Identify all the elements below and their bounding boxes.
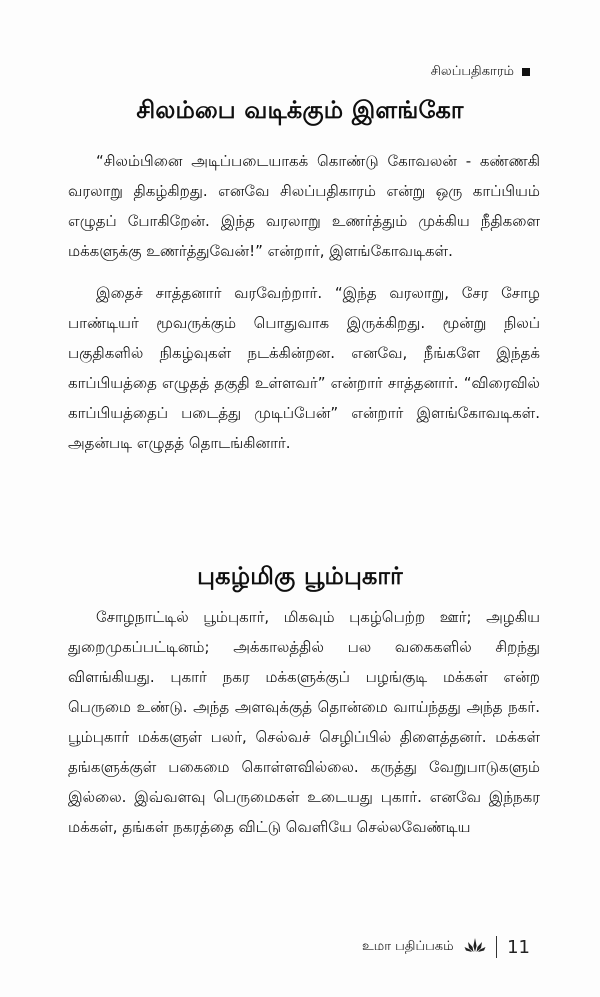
- running-header: [431, 64, 530, 80]
- paragraph-1: “சிலம்பினை அடிப்படையாகக் கொண்டு கோவலன் - கண்ணகி வரலாறு திகழ்கிறது. எனவே சிலப்பதிகாரம் என்று ஒரு காப்பியம் எழுதப் போகிறேன். இந்த வரலாறு உணர்த்தும் முக்கிய நீதிகளை மக்களுக்கு உணர்த்துவேன்!” என்றார், இளங்கோவடிகள்.: [68, 152, 540, 260]
- footer-separator: [496, 936, 498, 958]
- page-number: 11: [507, 936, 530, 958]
- section-heading-1: சிலம்பை வடிக்கும் இளங்கோ: [136, 96, 464, 124]
- running-header-title: சிலப்பதிகாரம்: [430, 64, 514, 79]
- publisher-name: உமா பதிப்பகம்: [361, 939, 454, 954]
- paragraph-2: இதைச் சாத்தனார் வரவேற்றார். “இந்த வரலாறு, சேர சோழ பாண்டியர் மூவருக்கும் பொதுவாக இருக்கிறது. மூன்று நிலப் பகுதிகளில் நிகழ்வுகள் நடக்கின்றன. எனவே, நீங்களே இந்தக் காப்பியத்தை எழுதத் தகுதி உள்ளவர்” என்றார் சாத்தனார். “விரைவில் காப்பியத்தைப் படைத்து முடிப்பேன்” என்றார் இளங்கோவடிகள். அதன்படி எழுதத் தொடங்கினார்.: [68, 284, 540, 452]
- section-1-body: [68, 146, 540, 458]
- square-bullet-icon: [522, 68, 530, 76]
- paragraph-3: சோழநாட்டில் பூம்புகார், மிகவும் புகழ்பெற்ற ஊர்; அழகிய துறைமுகப்பட்டினம்; அக்காலத்தில் பல வகைகளில் சிறந்து விளங்கியது. புகார் நகர மக்களுக்குப் பழங்குடி மக்கள் என்ற பெருமை உண்டு. அந்த அளவுக்குத் தொன்மை வாய்ந்தது அந்த நகர். பூம்புகார் மக்களுள் பலர், செல்வச் செழிப்பில் திளைத்தனர். மக்கள் தங்களுக்குள் பகைமை கொள்ளவில்லை. கருத்து வேறுபாடுகளும் இல்லை. இவ்வளவு பெருமைகள் உடையது புகார். எனவே இந்நகர மக்கள், தங்கள் நகரத்தை விட்டு வெளியே செல்லவேண்டிய: [68, 608, 540, 836]
- section-heading-2: புகழ்மிகு பூம்புகார்: [197, 562, 403, 590]
- page-footer: [362, 936, 530, 958]
- lotus-logo-icon: [464, 937, 486, 957]
- section-2-body: [68, 602, 540, 842]
